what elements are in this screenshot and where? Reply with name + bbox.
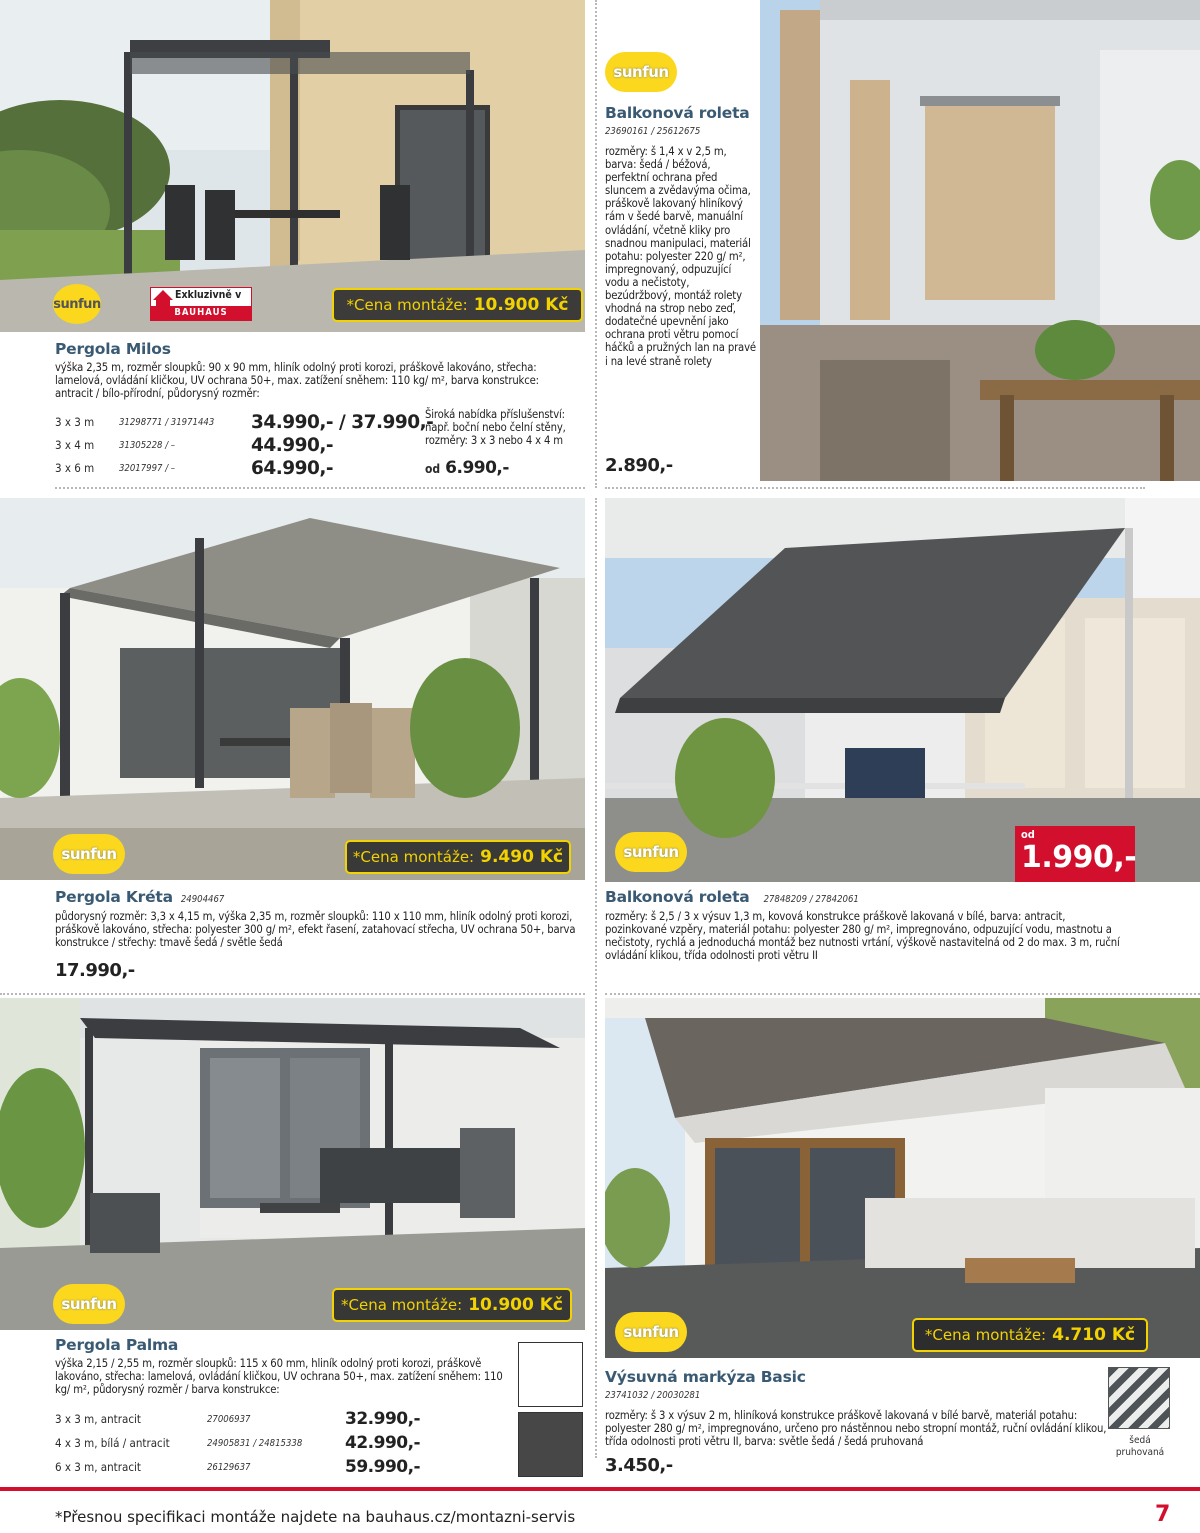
pergola-milos-photo — [0, 0, 585, 332]
product-description: rozměry: š 2,5 / 3 x výsuv 1,3 m, kovová konstrukce práškově lakovaná v bílé, barva: antracit, pozinkované vzpěry, materiál potahu: polyester 280 g/ m², impregnováno, odpuzující vodu, mastnotu a nečistoty, rychlá a jednoduchá montáž bez nutnosti vrtání, výškově nastavitelná od 2 do max. 3 m, ruční ovládání klikou, třída odolnosti proti větru II — [605, 910, 1120, 963]
divider — [605, 487, 1145, 489]
page-number: 7 — [1155, 1502, 1171, 1527]
product-title: Pergola Milos — [55, 340, 171, 358]
product-title: Výsuvná markýza Basic — [605, 1368, 806, 1386]
sunfun-logo: sunfun — [53, 834, 125, 874]
product-description: rozměry: š 1,4 x v 2,5 m, barva: šedá / béžová, perfektní ochrana před sluncem a zvědavýma očima, práškově lakovaný hliníkový rám v šedé barvě, manuální ovládání, včetně kliky pro snadnou manipulaci, materiál potahu: polyester 220 g/ m², impregnovaný, odpuzující vodu a nečistoty, bezúdržbový, montáž rolety vhodná na strop nebo zeď, dodatečné upevnění jako ochrana proti větru pomocí háčků a pružných lan na pravé i na levé straně rolety — [605, 145, 756, 368]
product-title: Pergola Palma — [55, 1336, 179, 1354]
sunfun-logo: sunfun — [605, 52, 677, 92]
sunfun-logo: sunfun — [53, 1284, 125, 1324]
table-row: 6 x 3 m, antracit 26129637 59.990,- — [55, 1457, 421, 1477]
table-row: 3 x 6 m 32017997 / – 64.990,- — [55, 457, 334, 479]
accessories-price: od 6.990,- — [425, 458, 509, 478]
product-description: výška 2,15 / 2,55 m, rozměr sloupků: 115 x 60 mm, hliník odolný proti korozi, práškově lakováno, střecha: lamelová, ovládání kličkou, UV ochrana 50+, max. zatížení sněhem: 110 kg/ m², půdorysný rozměr / barva konstrukce: — [55, 1357, 503, 1397]
product-description: výška 2,35 m, rozměr sloupků: 90 x 90 mm, hliník odolný proti korozi, práškově lakováno, střecha: lamelová, ovládání kličkou, UV ochrana 50+, max. zatížení sněhem: 110 kg/ m², barva konstrukce: antracit / bílo-přírodní, půdorysný rozměr: — [55, 361, 539, 401]
product-price: 17.990,- — [55, 960, 135, 981]
color-swatch-striped — [1108, 1367, 1170, 1429]
divider — [595, 0, 597, 488]
awning-basic-photo — [605, 998, 1200, 1358]
product-heading: Pergola Kréta 24904467 — [55, 888, 225, 906]
table-row: 3 x 3 m, antracit 27006937 32.990,- — [55, 1409, 421, 1429]
product-code: 23690161 / 25612675 — [605, 126, 701, 137]
product-price: 2.890,- — [605, 455, 673, 476]
pergola-kreta-photo — [0, 498, 585, 880]
sunfun-logo: sunfun — [53, 284, 101, 324]
product-heading: Balkonová roleta 27848209 / 27842061 — [605, 888, 859, 906]
product-price: 3.450,- — [605, 1455, 673, 1476]
table-row: 3 x 3 m 31298771 / 31971443 34.990,- / 37.990,- — [55, 411, 434, 433]
divider — [605, 993, 1200, 995]
bauhaus-exclusive-logo: Exkluzivně v BAUHAUS — [150, 287, 252, 321]
pergola-palma-photo — [0, 998, 585, 1330]
installation-price-badge: *Cena montáže: 10.900 Kč — [332, 288, 583, 322]
table-row: 4 x 3 m, bílá / antracit 24905831 / 24815338 42.990,- — [55, 1433, 421, 1453]
accessories-note: Široká nabídka příslušenství: např. boční nebo čelní stěny, rozměry: 3 x 3 nebo 4 x 4 m — [425, 408, 566, 448]
sunfun-logo: sunfun — [615, 1312, 687, 1352]
footer-rule — [0, 1487, 1200, 1491]
divider — [595, 498, 597, 1458]
color-swatch-white — [518, 1342, 583, 1407]
product-description: rozměry: š 3 x výsuv 2 m, hliníková konstrukce práškově lakovaná v bílé barvě, materiál potahu: polyester 280 g/ m², impregnováno, určeno pro nástěnnou nebo stropní montáž, ruční ovládání klikou, třída odolnosti proti větru II, barva: světle šedá / šedá pruhovaná — [605, 1409, 1107, 1449]
product-description: půdorysný rozměr: 3,3 x 4,15 m, výška 2,35 m, rozměr sloupků: 110 x 110 mm, hliník odolný proti korozi, práškově lakováno, střecha: polyester 300 g/ m², efekt řasení, zatahovací střecha, UV ochrana 50+, barva konstrukce / střechy: tmavě šedá / světle šedá — [55, 910, 576, 950]
product-title: Balkonová roleta — [605, 104, 750, 122]
installation-price-badge: *Cena montáže: 10.900 Kč — [332, 1288, 572, 1322]
divider — [55, 487, 585, 489]
table-row: 3 x 4 m 31305228 / – 44.990,- — [55, 434, 334, 456]
balcony-blind-photo — [760, 0, 1200, 481]
balcony-awning-photo — [605, 498, 1200, 882]
color-swatch-anthracite — [518, 1412, 583, 1477]
installation-price-badge: *Cena montáže: 9.490 Kč — [345, 840, 571, 874]
divider — [0, 993, 585, 995]
swatch-label: šedá pruhovaná — [1115, 1435, 1165, 1458]
footer-note: *Přesnou specifikaci montáže najdete na bauhaus.cz/montazni-servis — [55, 1508, 576, 1526]
sunfun-logo: sunfun — [615, 832, 687, 872]
installation-price-badge: *Cena montáže: 4.710 Kč — [912, 1318, 1148, 1352]
product-code: 23741032 / 20030281 — [605, 1390, 701, 1401]
promo-price-box: od 1.990,- — [1015, 826, 1135, 882]
